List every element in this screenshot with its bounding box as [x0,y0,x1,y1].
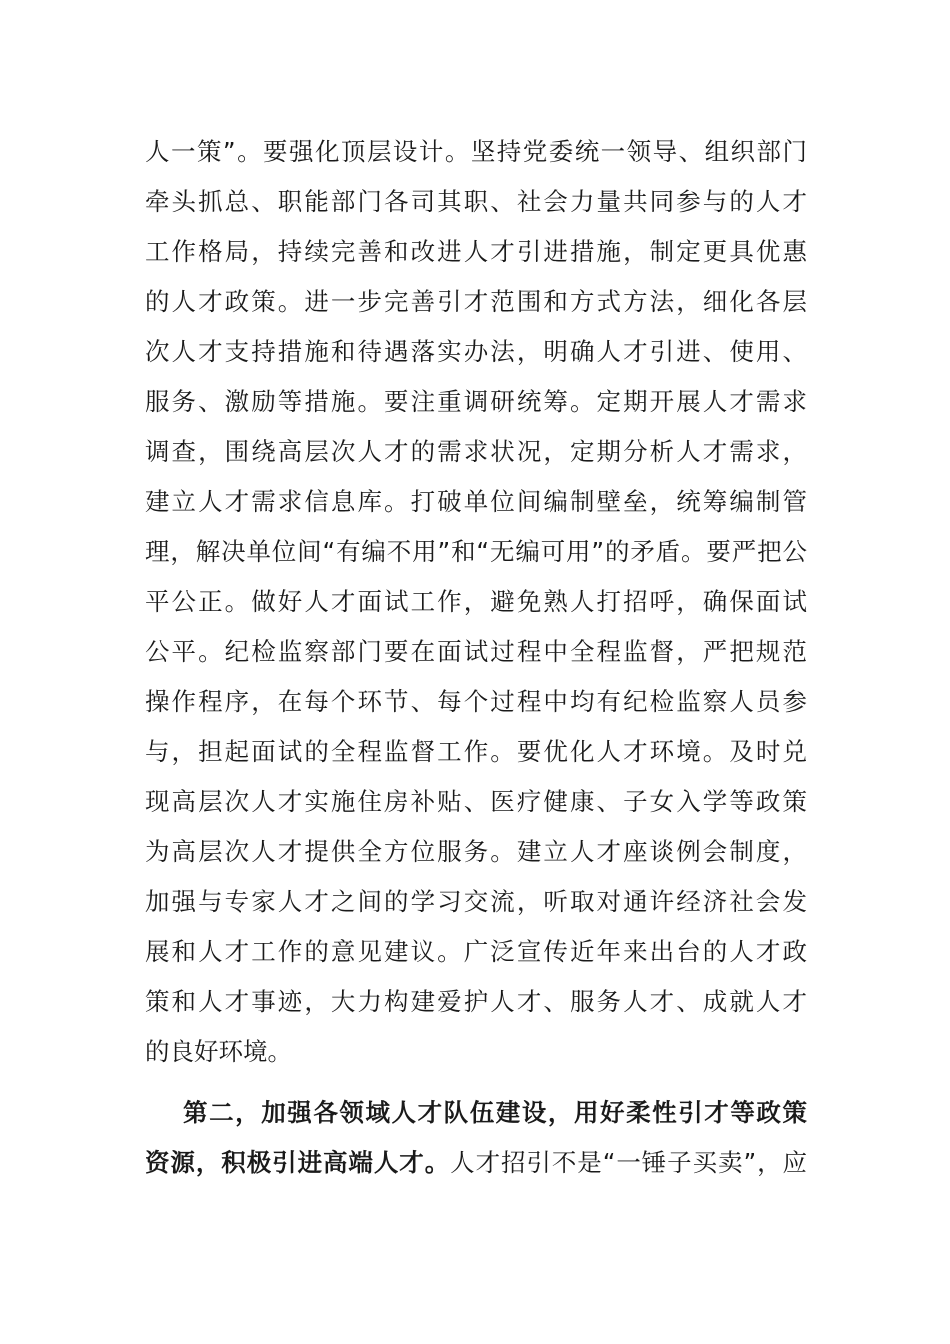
paragraph-line: 牵头抓总、职能部门各司其职、社会力量共同参与的人才 [145,187,807,216]
paragraph-line: 工作格局，持续完善和改进人才引进措施，制定更具优惠 [145,237,807,266]
body-text: 人才招引不是“一锤子买卖”，应 [450,1148,808,1177]
paragraph-heading-line [145,1088,807,1138]
paragraph-line: 展和人才工作的意见建议。广泛宣传近年来出台的人才政 [145,937,807,966]
paragraph-line [145,1138,807,1188]
paragraph-line: 次人才支持措施和待遇落实办法，明确人才引进、使用、 [145,337,807,366]
paragraph-line: 操作程序，在每个环节、每个过程中均有纪检监察人员参 [145,687,807,716]
paragraph-line: 建立人才需求信息库。打破单位间编制壁垒，统筹编制管 [145,487,807,516]
paragraph-line: 的人才政策。进一步完善引才范围和方式方法，细化各层 [145,287,807,316]
bold-heading-text: 第二，加强各领域人才队伍建设，用好柔性引才等政策 [183,1098,807,1127]
paragraph-line: 现高层次人才实施住房补贴、医疗健康、子女入学等政策 [145,787,807,816]
paragraph-line: 加强与专家人才之间的学习交流，听取对通许经济社会发 [145,887,807,916]
paragraph-2 [145,1088,807,1188]
paragraph-line: 调查，围绕高层次人才的需求状况，定期分析人才需求， [145,437,807,466]
paragraph-line: 人一策”。要强化顶层设计。坚持党委统一领导、组织部门 [145,137,807,166]
paragraph-line: 服务、激励等措施。要注重调研统筹。定期开展人才需求 [145,387,807,416]
paragraph-line: 为高层次人才提供全方位服务。建立人才座谈例会制度， [145,837,807,866]
paragraph-line: 平公正。做好人才面试工作，避免熟人打招呼，确保面试 [145,587,807,616]
paragraph-1 [145,127,807,1077]
paragraph-line: 与，担起面试的全程监督工作。要优化人才环境。及时兑 [145,737,807,766]
paragraph-line: 策和人才事迹，大力构建爱护人才、服务人才、成就人才 [145,987,807,1016]
bold-heading-text: 资源，积极引进高端人才。 [145,1148,451,1177]
paragraph-line: 公平。纪检监察部门要在面试过程中全程监督，严把规范 [145,637,807,666]
paragraph-line: 的良好环境。 [145,1037,292,1066]
paragraph-line: 理，解决单位间“有编不用”和“无编可用”的矛盾。要严把公 [145,537,807,566]
